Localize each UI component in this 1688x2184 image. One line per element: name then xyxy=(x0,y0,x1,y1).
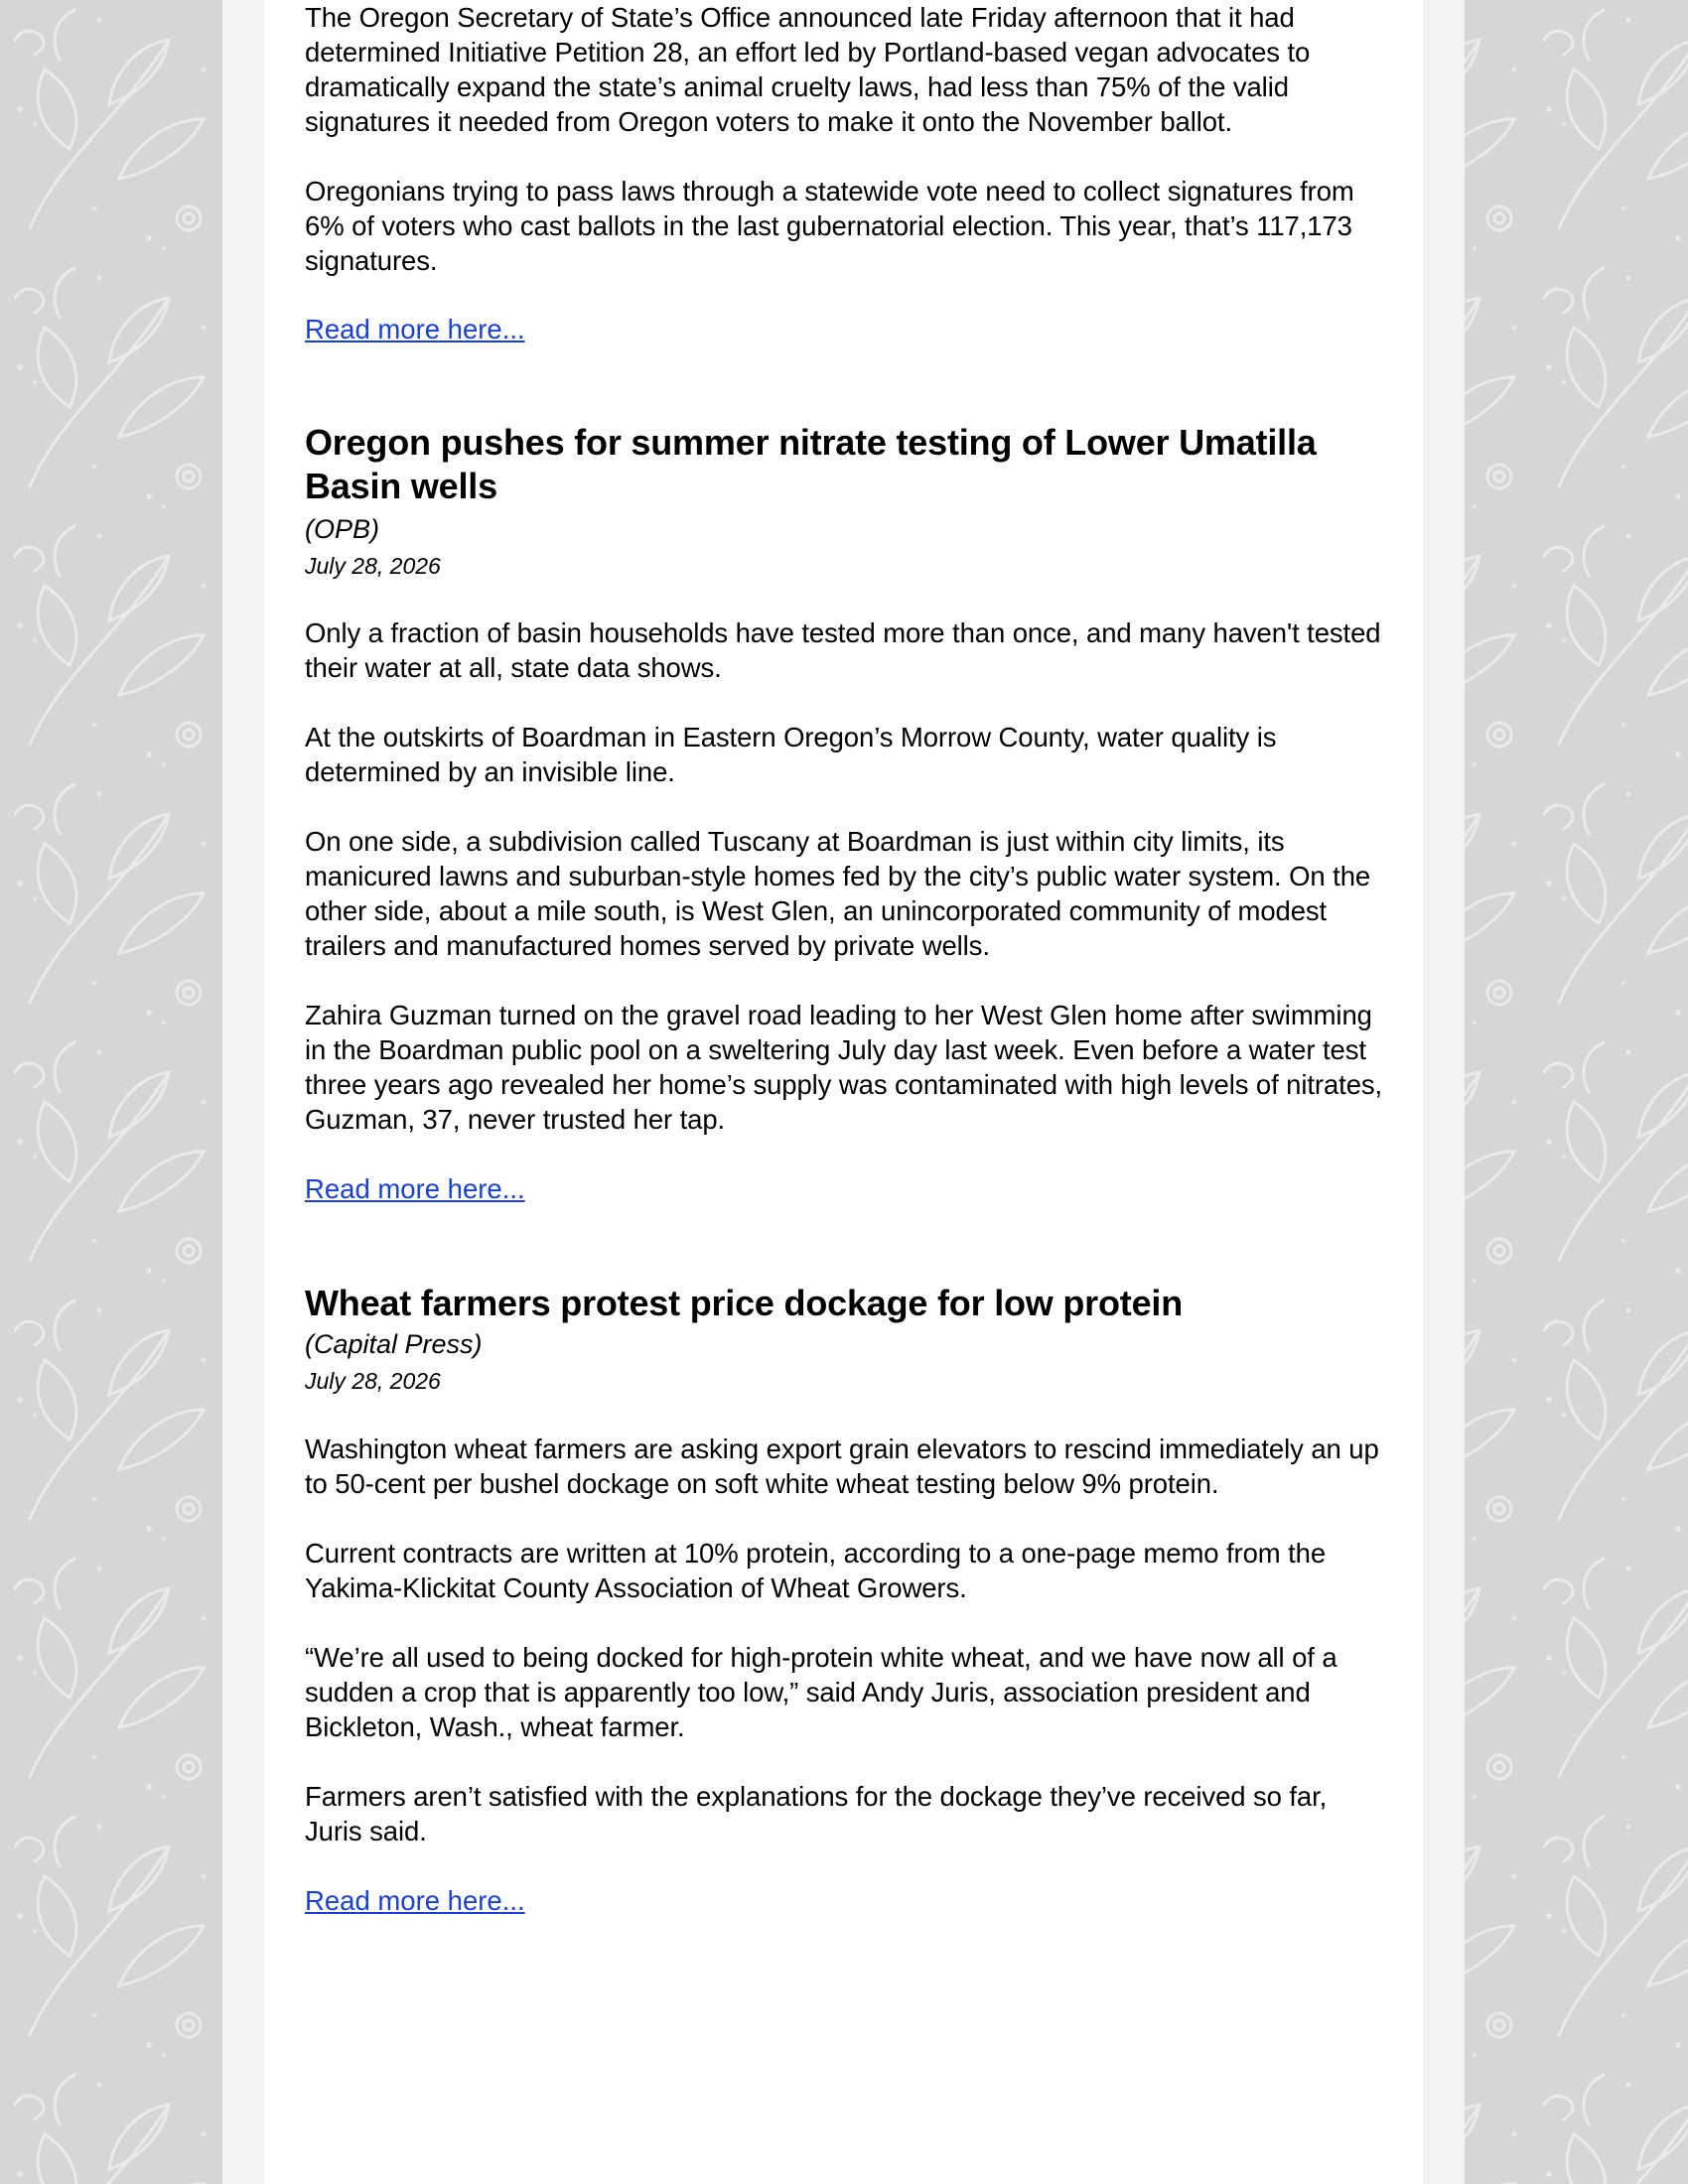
read-more-link[interactable]: Read more here... xyxy=(305,1885,525,1916)
article-paragraph: “We’re all used to being docked for high-protein white wheat, and we have now all of a sudden a crop that is apparently too low,” said Andy Juris, association president and Bickleton, Wash., wheat farmer. xyxy=(305,1642,1337,1742)
read-more-link[interactable]: Read more here... xyxy=(305,314,525,344)
article-paragraph: At the outskirts of Boardman in Eastern Oregon’s Morrow County, water quality is determined by an invisible line. xyxy=(305,722,1277,787)
article-source: (Capital Press) xyxy=(305,1329,483,1359)
article-date: July 28, 2026 xyxy=(305,553,441,579)
article-paragraph: On one side, a subdivision called Tuscany at Boardman is just within city limits, its manicured lawns and suburban-style homes fed by the city’s public water system. On the other side, about a mile south, is West Glen, an unincorporated community of modest trailers and manufactured homes served by private wells. xyxy=(305,826,1371,961)
article-paragraph: Only a fraction of basin households have tested more than once, and many haven't tested their water at all, state data shows. xyxy=(305,617,1381,683)
article-paragraph: Current contracts are written at 10% protein, according to a one-page memo from the Yakima-Klickitat County Association of Wheat Growers. xyxy=(305,1538,1327,1603)
article-date: July 28, 2026 xyxy=(305,1368,441,1394)
article-paragraph: Farmers aren’t satisfied with the explanations for the dockage they’ve received so far, Juris said. xyxy=(305,1781,1328,1846)
article-paragraph: Oregonians trying to pass laws through a statewide vote need to collect signatures from 6% of voters who cast ballots in the last gubernatorial election. This year, that’s 117,173 signatures. xyxy=(305,176,1354,276)
read-more-link[interactable]: Read more here... xyxy=(305,1173,525,1204)
article-paragraph: Zahira Guzman turned on the gravel road leading to her West Glen home after swimming in the Boardman public pool on a sweltering July day last week. Even before a water test three years ago revealed her home’s supply was contaminated with high levels of nitrates, Guzman, 37, never trusted her tap. xyxy=(305,1000,1383,1135)
article-headline: Wheat farmers protest price dockage for low protein xyxy=(305,1283,1183,1323)
article-paragraph: The Oregon Secretary of State’s Office announced late Friday afternoon that it had determined Initiative Petition 28, an effort led by Portland-based vegan advocates to dramatically expand the state’s animal cruelty laws, had less than 75% of the valid signatures it needed from Oregon voters to make it onto the November ballot. xyxy=(305,2,1311,137)
article-headline: Oregon pushes for summer nitrate testing of Lower Umatilla Basin wells xyxy=(305,422,1317,506)
article-source: (OPB) xyxy=(305,514,380,544)
article-paragraph: Washington wheat farmers are asking export grain elevators to rescind immediately an up to 50-cent per bushel dockage on soft white wheat testing below 9% protein. xyxy=(305,1433,1379,1499)
